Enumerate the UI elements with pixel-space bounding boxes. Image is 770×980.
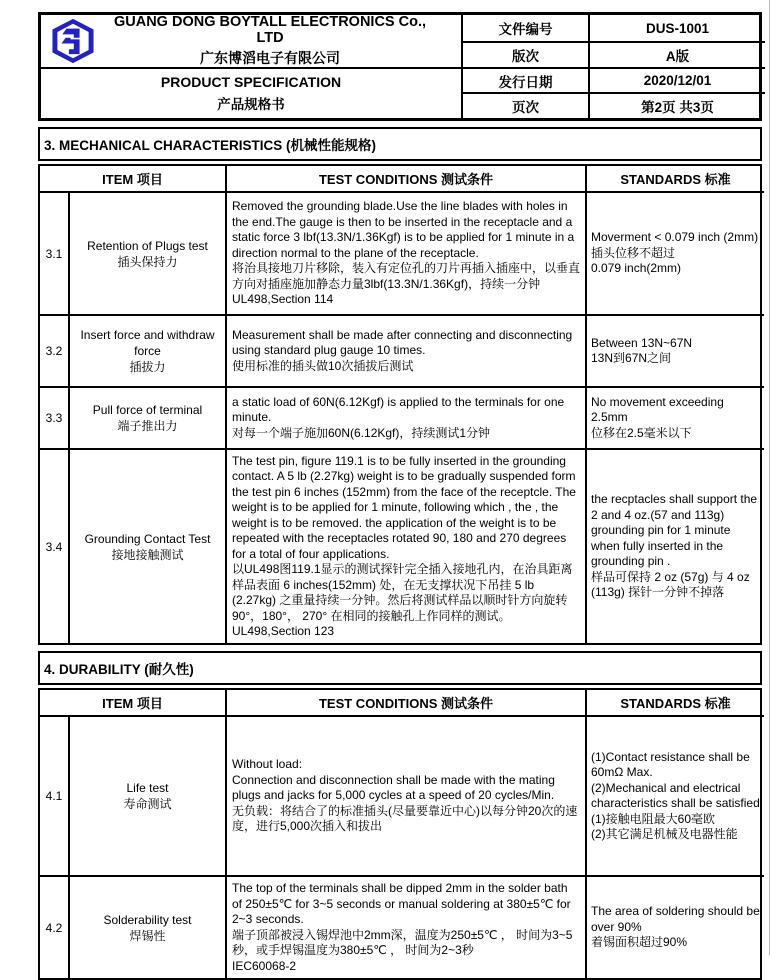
column-header-test-conditions: TEST CONDITIONS 测试条件 xyxy=(227,690,587,717)
section-title-durability: 4. DURABILITY (耐久性) xyxy=(38,651,762,685)
standards xyxy=(587,717,764,877)
standards-line: 13N到67N之间 xyxy=(591,351,672,365)
row-id: 3.4 xyxy=(40,450,70,643)
test-item-name-en: Insert force and withdraw force xyxy=(80,328,215,358)
standards-line: (1)Contact resistance shall be 60mΩ Max. xyxy=(591,749,750,779)
test-conditions-line: UL498,Section 114 xyxy=(232,292,334,307)
standards xyxy=(587,193,764,316)
test-item-name-cn: 端子推出力 xyxy=(117,419,178,433)
test-conditions-line: The test pin, figure 119.1 is to be fully inserted in the grounding contact. A 5 lb (2.27kg) weight is to be gradually suspended form the test pin 6 inches (152mm) from the face of the receptcle. The weight is to be applied for 1 minute, following which , the , the weight is to be removed. the application of the weight is to be repeated with the receptacles rotated 90, 180 and 270 degrees for a total of four applications. xyxy=(232,453,576,561)
test-conditions-line: UL498,Section 123 xyxy=(232,624,335,638)
test-item-name xyxy=(70,450,227,643)
mechanical-characteristics-table xyxy=(38,164,762,645)
doc-title-block xyxy=(41,67,461,118)
test-conditions xyxy=(227,316,587,388)
standards xyxy=(587,450,764,643)
document-header xyxy=(38,12,762,121)
company-block xyxy=(41,15,461,67)
test-item-name-en: Grounding Contact Test xyxy=(84,531,211,546)
test-conditions xyxy=(227,450,587,643)
test-conditions-line: Removed the grounding blade.Use the line blades with holes in the end.The gauge is then to be inserted in the receptacle and a static force 3 lbf(13.3N/1.36Kgf) is to be applied for 1 minute in a direction normal to the plane of the receptacle. xyxy=(232,199,575,260)
test-item-name-en: Pull force of terminal xyxy=(92,403,203,417)
company-names xyxy=(99,14,461,68)
test-item-name-cn: 焊锡性 xyxy=(129,928,166,943)
field-label-doc-number: 文件编号 xyxy=(461,15,588,41)
test-conditions xyxy=(227,877,587,978)
field-value-revision: A版 xyxy=(588,41,765,67)
standards-line: 样品可保持 2 oz (57g) 与 4 oz (113g) 探针一分钟不掉落 xyxy=(591,569,750,600)
test-item-name-cn: 寿命测试 xyxy=(123,797,172,811)
test-conditions-line: 以UL498图119.1显示的测试探针完全插入接地孔内，在治具距离样品表面 6 inches(152mm) 处，在无支撑状况下吊挂 5 lb (2.27kg) 之重量持续一分钟。然后将测试样品以顺时针方向旋转 90°，180°， 270° 在相同的接触孔上作同样的测试。 xyxy=(232,562,573,623)
standards-line: (2)Mechanical and electrical characteristics shall be satisfied xyxy=(591,780,760,810)
company-name-en: GUANG DONG BOYTALL ELECTRONICS Co., LTD xyxy=(113,14,427,46)
test-conditions-line: Connection and disconnection shall be made with the mating plugs and jacks for 5,000 cycles at a speed of 20 cycles/Min. xyxy=(232,772,555,803)
test-item-name-en: Solderability test xyxy=(103,912,192,927)
row-id: 3.3 xyxy=(40,388,70,450)
test-item-name xyxy=(70,877,227,978)
test-item-name xyxy=(70,717,227,877)
test-conditions-line: Without load: xyxy=(232,757,303,772)
test-conditions-line: 对每一个端子施加60N(6.12Kgf)，持续测试1分钟 xyxy=(232,425,491,440)
test-conditions xyxy=(227,717,587,877)
test-conditions-line: IEC60068-2 xyxy=(232,958,297,973)
test-conditions-line: Measurement shall be made after connecting and disconnecting using standard plug gauge 10 times. xyxy=(232,327,573,358)
field-value-doc-number: DUS-1001 xyxy=(588,15,765,41)
doc-title-cn: 产品规格书 xyxy=(217,97,285,112)
test-conditions-line: 端子顶部被浸入锡焊池中2mm深，温度为250±5℃ ， 时间为3~5秒，或手焊锡温度为380±5℃ ， 时间为2~3秒 xyxy=(232,927,573,957)
column-header-item: ITEM 项目 xyxy=(40,166,227,193)
test-item-name-cn: 接地接触测试 xyxy=(111,547,184,562)
standards-line: 位移在2.5毫米以下 xyxy=(591,425,692,440)
durability-table xyxy=(38,688,762,980)
field-value-issue-date: 2020/12/01 xyxy=(588,67,765,92)
test-item-name xyxy=(70,388,227,450)
row-id: 4.1 xyxy=(40,717,70,877)
company-name-cn: 广东博滔电子有限公司 xyxy=(200,50,340,66)
standards-line: the recptacles shall support the 2 and 4 oz.(57 and 113g) grounding pin for 1 minute when fully inserted in the grounding pin . xyxy=(591,492,758,569)
standards xyxy=(587,316,764,388)
test-item-name-cn: 插头保持力 xyxy=(117,254,178,269)
test-item-name-en: Life test xyxy=(126,781,169,795)
test-conditions-line: 将治具接地刀片移除，装入有定位孔的刀片再插入插座中，以垂直方向对插座施加静态力量3lbf(13.3N/1.36Kgf)，持续一分钟 xyxy=(232,261,581,291)
test-conditions-line: The top of the terminals shall be dipped 2mm in the solder bath of 250±5℃ for 3~5 seconds or manual soldering at 380±5℃ for 2~3 seconds. xyxy=(232,881,571,926)
column-header-standards: STANDARDS 标准 xyxy=(587,166,764,193)
test-conditions-line: 使用标准的插头做10次插拔后测试 xyxy=(232,358,414,373)
doc-title-en: PRODUCT SPECIFICATION xyxy=(160,74,342,90)
column-header-item: ITEM 项目 xyxy=(40,690,227,717)
row-id: 3.2 xyxy=(40,316,70,388)
standards-line: No movement exceeding 2.5mm xyxy=(591,394,724,425)
test-item-name-en: Retention of Plugs test xyxy=(87,238,208,253)
column-header-test-conditions: TEST CONDITIONS 测试条件 xyxy=(227,166,587,193)
field-label-page: 页次 xyxy=(461,92,588,118)
standards xyxy=(587,388,764,450)
field-label-issue-date: 发行日期 xyxy=(461,67,588,92)
company-logo-icon xyxy=(47,18,99,64)
standards-line: Between 13N~67N xyxy=(591,335,693,350)
standards-line: (1)接触电阻最大60毫欧 xyxy=(591,811,716,826)
standards-line: 0.079 inch(2mm) xyxy=(591,261,682,276)
standards-line: (2)其它满足机械及电器性能 xyxy=(591,827,738,841)
field-label-revision: 版次 xyxy=(461,41,588,67)
standards-line: 着锡面积超过90% xyxy=(591,935,688,950)
row-id: 3.1 xyxy=(40,193,70,316)
standards-line: 插头位移不超过 xyxy=(591,245,676,260)
row-id: 4.2 xyxy=(40,877,70,978)
test-item-name-cn: 插拔力 xyxy=(129,360,166,374)
standards-line: The area of soldering should be over 90% xyxy=(591,904,760,934)
test-conditions-line: 无负载：将结合了的标准插头(尽量要靠近中心)以每分钟20次的速度，进行5,000次插入和拔出 xyxy=(232,803,578,834)
section-title-mechanical: 3. MECHANICAL CHARACTERISTICS (机械性能规格) xyxy=(38,127,762,161)
standards-line: Moverment < 0.079 inch (2mm) xyxy=(591,230,759,245)
test-conditions xyxy=(227,193,587,316)
test-item-name xyxy=(70,316,227,388)
test-conditions-line: a static load of 60N(6.12Kgf) is applied to the terminals for one minute. xyxy=(232,394,565,425)
test-conditions xyxy=(227,388,587,450)
test-item-name xyxy=(70,193,227,316)
field-value-page: 第2页 共3页 xyxy=(588,92,765,118)
standards xyxy=(587,877,764,978)
column-header-standards: STANDARDS 标准 xyxy=(587,690,764,717)
